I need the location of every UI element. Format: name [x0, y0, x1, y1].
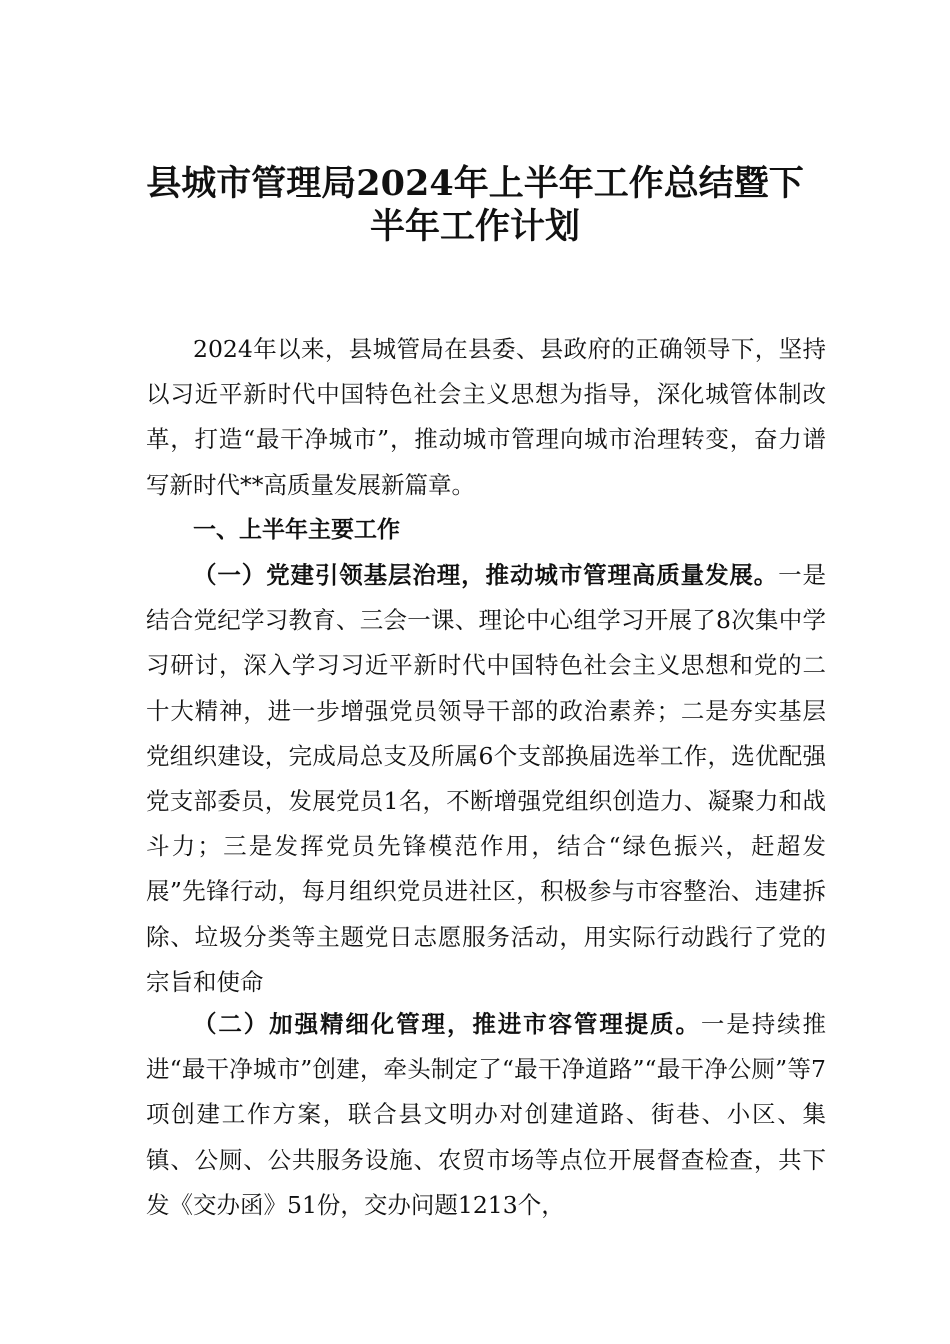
item-1-body: 一是结合党纪学习教育、三会一课、理论中心组学习开展了8次集中学习研讨，深入学习习近平新时代中国特色社会主义思想和党的二十大精神，进一步增强党员领导干部的政治素养；二是夯实基层党组织建设，完成局总支及所属6个支部换届选举工作，选优配强党支部委员，发展党员1名，不断增强党组织创造力、凝聚力和战斗力；三是发挥党员先锋模范作用，结合“绿色振兴，赶超发展”先锋行动，每月组织党员进社区，积极参与市容整治、违建拆除、垃圾分类等主题党日志愿服务活动，用实际行动践行了党的宗旨和使命	[146, 561, 827, 996]
section-heading: 一、上半年主要工作	[193, 517, 400, 543]
document-title-line-1: 县城市管理局2024年上半年工作总结暨下	[146, 163, 804, 204]
intro-paragraph: 2024年以来，县城管局在县委、县政府的正确领导下，坚持以习近平新时代中国特色社会主义思想为指导，深化城管体制改革，打造“最干净城市”，推动城市管理向城市治理转变，奋力谱写新时代**高质量发展新篇章。	[146, 335, 826, 499]
item-2-heading: （二）加强精细化管理，推进市容管理提质。	[193, 1010, 701, 1038]
item-1-heading: （一）党建引领基层治理，推动城市管理高质量发展。	[193, 561, 779, 589]
document-title-line-2: 半年工作计划	[369, 206, 580, 247]
item-2-paragraph	[146, 1002, 826, 1228]
item-1-paragraph	[146, 553, 826, 1005]
item-2-body: 一是持续推进“最干净城市”创建，牵头制定了“最干净道路”“最干净公厕”等7项创建工作方案，联合县文明办对创建道路、街巷、小区、集镇、公厕、公共服务设施、农贸市场等点位开展督查检查，共下发《交办函》51份，交办问题1213个，	[146, 1010, 827, 1219]
